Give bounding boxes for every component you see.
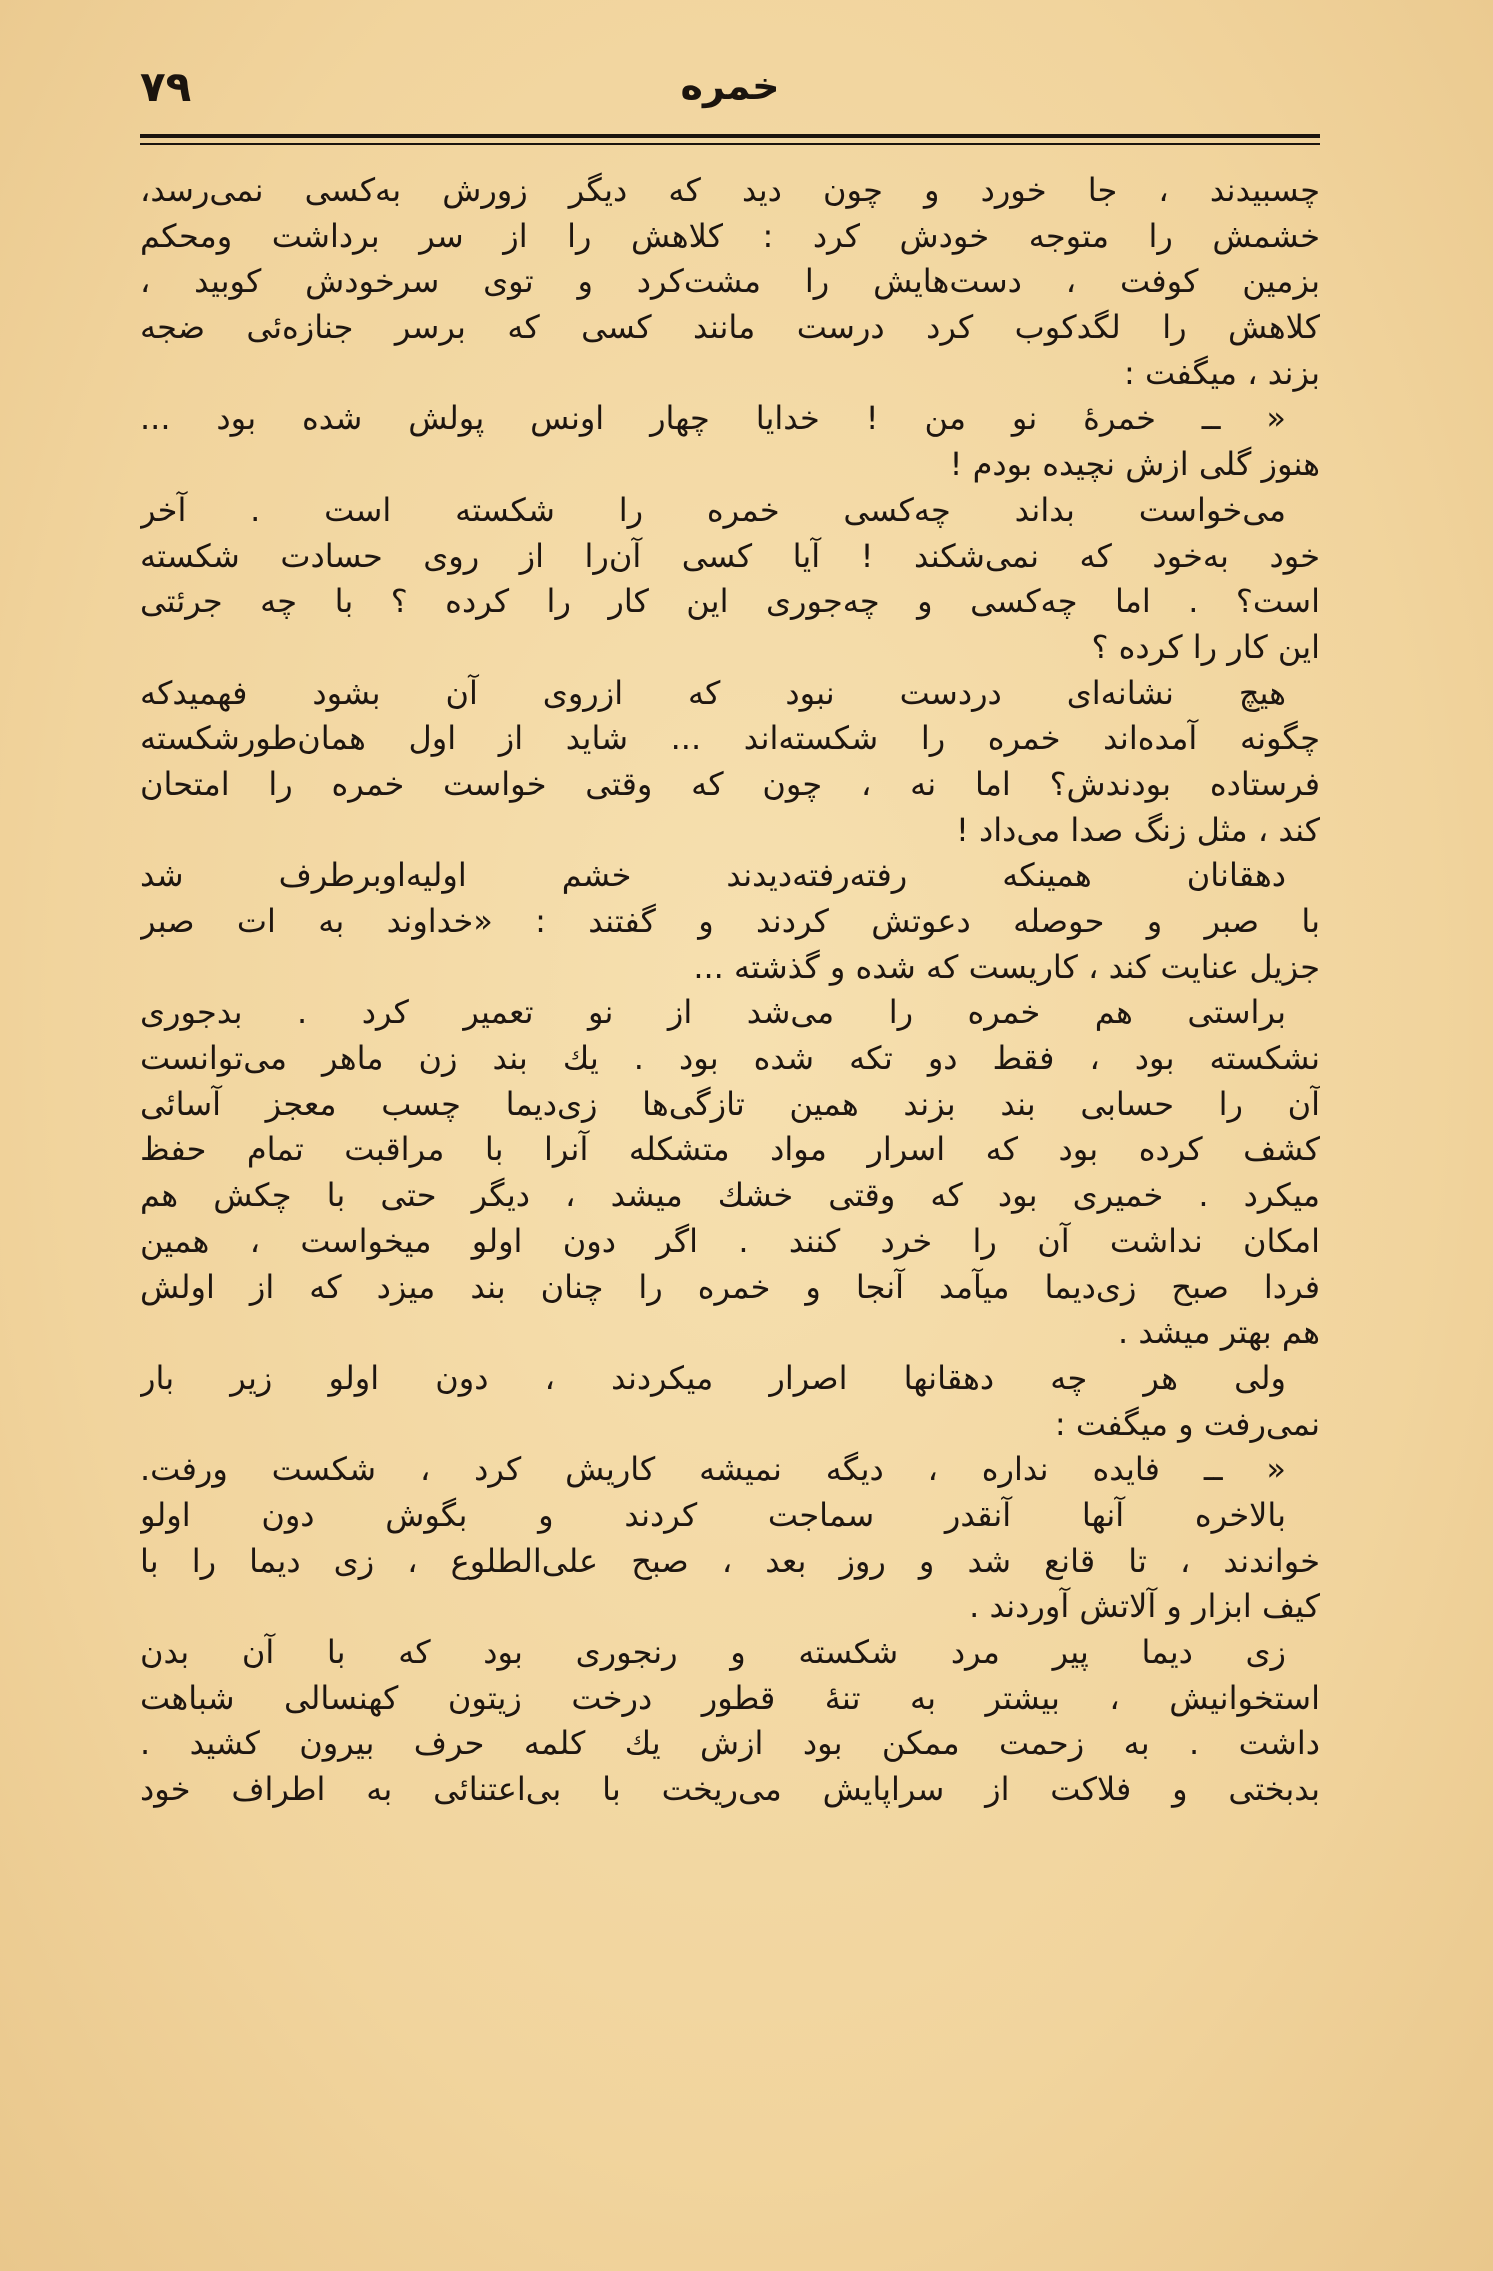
text-line: ولی هر چه دهقانها اصرار میکردند ، دون اولو زیر بار — [140, 1358, 1286, 1397]
text-line: هیچ نشانه‌ای دردست نبود که ازروی آن بشود فهمیدکه — [140, 673, 1286, 712]
text-line: آن را حسابی بند بزند همین تازگی‌ها زی‌دیما چسب معجز آسائی — [140, 1084, 1320, 1123]
text-line: امکان نداشت آن را خرد کنند . اگر دون اولو میخواست ، همین — [140, 1221, 1320, 1260]
running-title: خمره — [680, 64, 780, 108]
text-line: است؟ . اما چه‌کسی و چه‌جوری این کار را کرده ؟ با چه جرئتی — [140, 582, 1320, 621]
text-line: کند ، مثل زنگ صدا می‌داد ! — [956, 810, 1320, 849]
text-line: کلاهش را لگدکوب کرد درست مانند کسی که برسر جنازه‌ئی ضجه — [140, 308, 1320, 347]
text-line: خود به‌خود که نمی‌شکند ! آیا کسی آن‌را از روی حسادت شکسته — [140, 536, 1320, 575]
text-line: کشف کرده بود که اسرار مواد متشکله آنرا با مراقبت تمام حفظ — [140, 1130, 1320, 1169]
text-line: بدبختی و فلاکت از سراپایش می‌ریخت با بی‌اعتنائی به اطراف خود — [140, 1770, 1320, 1809]
text-line: فردا صبح زی‌دیما میآمد آنجا و خمره را چنان بند میزد که از اولش — [140, 1267, 1320, 1306]
text-line: نمی‌رفت و میگفت : — [1054, 1404, 1320, 1443]
page-header — [140, 62, 1320, 132]
text-line: خواندند ، تا قانع شد و روز بعد ، صبح علی‌الطلوع ، زی دیما را با — [140, 1541, 1320, 1580]
text-line: نشکسته بود ، فقط دو تکه شده بود . یك بند زن ماهر می‌توانست — [140, 1039, 1320, 1078]
text-line: می‌خواست بداند چه‌کسی خمره را شکسته است . آخر — [140, 490, 1286, 529]
text-line: جزیل عنایت کند ، کاریست که شده و گذشته ... — [693, 947, 1320, 986]
text-line: چسبیدند ، جا خورد و چون دید که دیگر زورش به‌کسی نمی‌رسد، — [140, 171, 1320, 209]
text-line: خشمش را متوجه خودش کرد : کلاهش را از سر برداشت ومحکم — [140, 216, 1320, 255]
text-line: « ــ خمرهٔ نو من ! خدایا چهار اونس پولش شده بود ... — [140, 399, 1286, 438]
header-rule-thin — [140, 143, 1320, 145]
text-line: داشت . به زحمت ممکن بود ازش یك کلمه حرف بیرون کشید . — [140, 1724, 1320, 1763]
text-line: زی دیما پیر مرد شکسته و رنجوری بود که با آن بدن — [140, 1633, 1286, 1671]
page-number: ۷۹ — [140, 62, 192, 111]
text-line: بزند ، میگفت : — [1124, 353, 1320, 392]
text-line: فرستاده بودندش؟ اما نه ، چون که وقتی خواست خمره را امتحان — [140, 764, 1320, 803]
text-line: بالاخره آنها آنقدر سماجت کردند و بگوش دون اولو — [140, 1495, 1286, 1534]
text-line: هنوز گلی ازش نچیده بودم ! — [949, 445, 1320, 484]
header-rule-thick — [140, 134, 1320, 138]
body-text — [140, 168, 1320, 1813]
text-line: براستی هم خمره را می‌شد از نو تعمیر کرد . بدجوری — [140, 993, 1286, 1032]
text-line: این کار را کرده ؟ — [1091, 627, 1320, 666]
text-line: هم بهتر میشد . — [1118, 1313, 1320, 1352]
text-line: کیف ابزار و آلاتش آوردند . — [969, 1587, 1320, 1626]
text-line: میکرد . خمیری بود که وقتی خشك میشد ، دیگر حتی با چکش هم — [140, 1176, 1320, 1215]
text-line: بزمین کوفت ، دست‌هایش را مشت‌کرد و توی سرخودش کوبید ، — [140, 262, 1320, 301]
text-line: چگونه آمده‌اند خمره را شکسته‌اند ... شاید از اول همان‌طورشکسته — [140, 719, 1320, 758]
text-line: استخوانیش ، بیشتر به تنهٔ قطور درخت زیتون کهنسالی شباهت — [140, 1678, 1320, 1717]
text-line: « ــ فایده نداره ، دیگه نمیشه کاریش کرد ، شکست ورفت. — [140, 1450, 1286, 1489]
text-line: دهقانان همینکه رفته‌رفته‌دیدند خشم اولیه‌اوبرطرف شد — [140, 856, 1286, 895]
text-line: با صبر و حوصله دعوتش کردند و گفتند : «خداوند به ات صبر — [140, 902, 1320, 940]
